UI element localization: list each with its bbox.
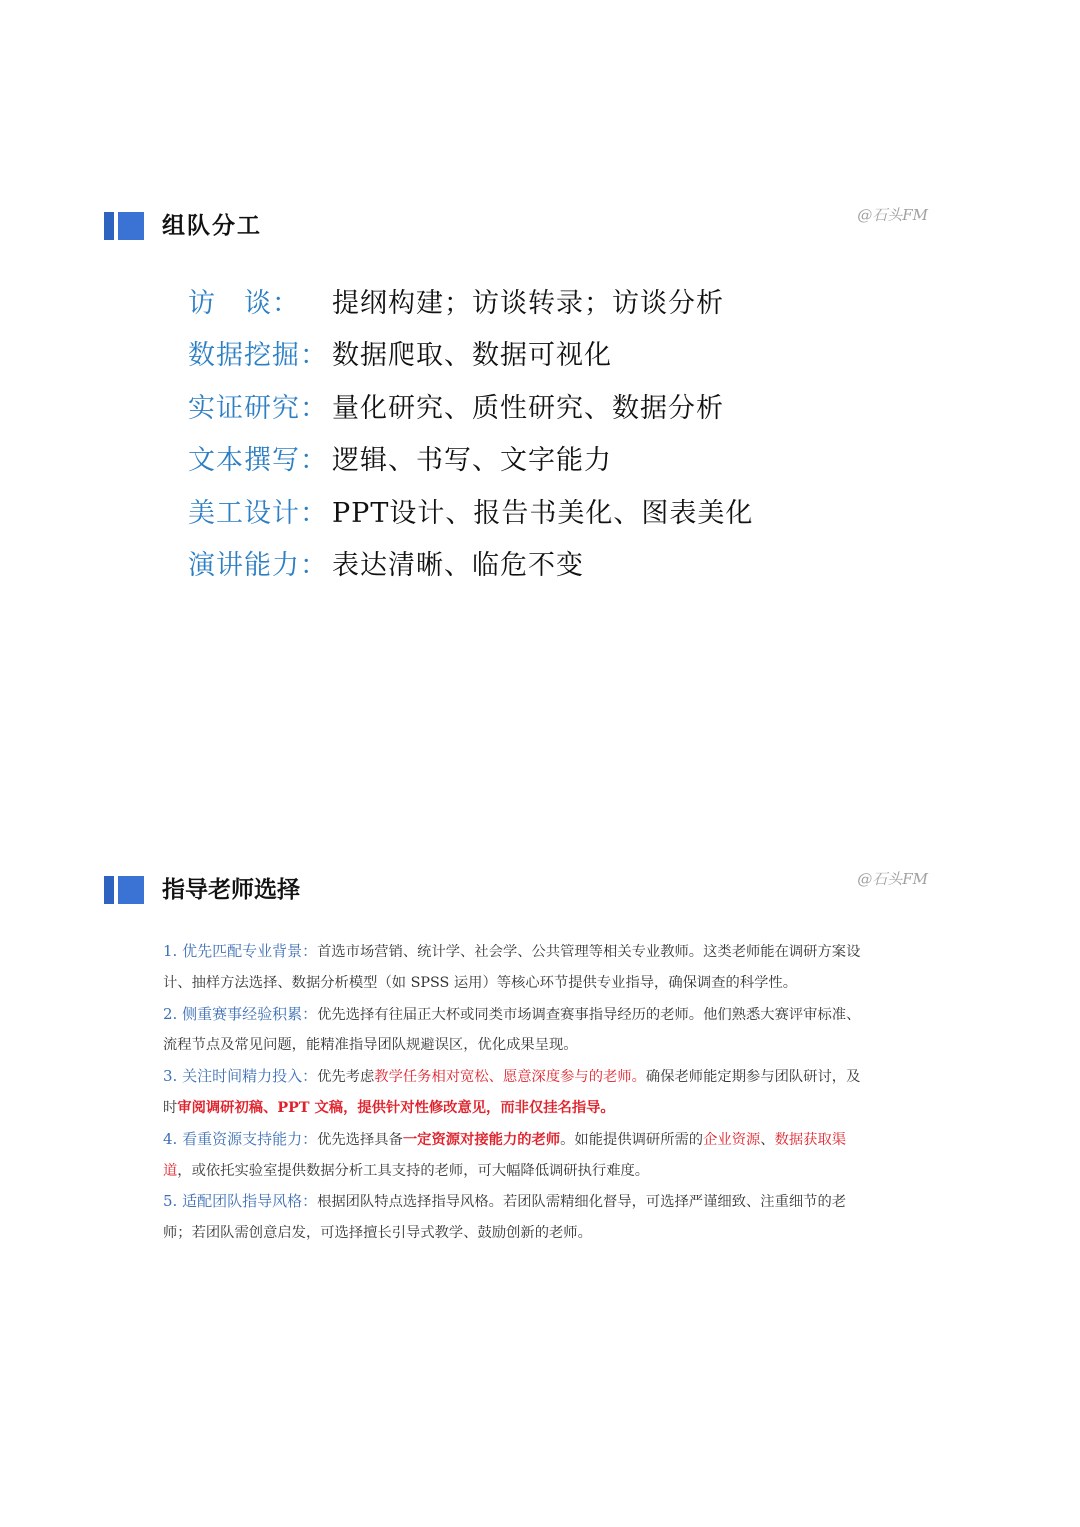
tip-text: 确保老师能定期参与团队研讨，及时 — [163, 1069, 861, 1116]
role-row — [188, 334, 888, 386]
tip-text: 优先选择具备 — [317, 1131, 403, 1148]
section-title: 组队分工 — [162, 213, 262, 239]
tip-highlight: 教学任务相对宽松、愿意深度参与的老师。 — [374, 1069, 646, 1086]
tip-label: 4. 看重资源支持能力： — [163, 1129, 318, 1148]
tip-text: 。如能提供调研所需的 — [560, 1131, 704, 1148]
tip-text: 根据团队特点选择指导风格。若团队需精细化督导，可选择严谨细致、注重细节的老师；若团队需创意启发，可选择擅长引导式教学、鼓励创新的老师。 — [163, 1194, 847, 1242]
section-marker-icon — [104, 876, 144, 904]
watermark: @石头FM — [857, 206, 928, 224]
tip-label: 3. 关注时间精力投入： — [163, 1067, 318, 1086]
role-label: 美工设计： — [188, 497, 328, 529]
role-desc: 表达清晰、临危不变 — [332, 549, 584, 581]
role-desc: 数据爬取、数据可视化 — [332, 340, 612, 372]
tip-text: 优先考虑 — [317, 1069, 375, 1086]
tip-highlight: 数据获取渠道 — [163, 1131, 847, 1179]
tip-item — [163, 1061, 863, 1124]
tip-text: 首选市场营销、统计学、社会学、公共管理等相关专业教师。这类老师能在调研方案设计、抽样方法选择、数据分析模型（如 SPSS 运用）等核心环节提供专业指导，确保调查的科学性。 — [163, 944, 861, 991]
tip-item — [163, 999, 863, 1062]
role-row — [188, 282, 888, 334]
role-row — [188, 544, 888, 596]
role-desc: 量化研究、质性研究、数据分析 — [332, 392, 724, 424]
role-row — [188, 387, 888, 439]
watermark: @石头FM — [857, 870, 928, 888]
role-row — [188, 492, 888, 544]
tip-highlight: 审阅调研初稿、PPT 文稿，提供针对性修改意见，而非仅挂名指导。 — [177, 1099, 615, 1116]
section-header-advisor — [104, 870, 934, 916]
tip-label: 5. 适配团队指导风格： — [163, 1192, 318, 1211]
section-title: 指导老师选择 — [162, 877, 300, 903]
tip-highlight: 一定资源对接能力的老师 — [402, 1131, 561, 1148]
role-row — [188, 439, 888, 491]
tip-label: 1. 优先匹配专业背景： — [163, 942, 318, 960]
section-header-team — [104, 206, 934, 252]
tip-highlight: 企业资源 — [703, 1131, 761, 1148]
role-desc: 逻辑、书写、文字能力 — [332, 445, 612, 477]
advisor-tips — [163, 936, 863, 1249]
role-label: 演讲能力： — [188, 549, 328, 581]
role-label: 数据挖掘： — [188, 340, 328, 372]
tip-item — [163, 1186, 863, 1249]
role-list — [188, 282, 888, 596]
tip-text: ，或依托实验室提供数据分析工具支持的老师，可大幅降低调研执行难度。 — [177, 1162, 650, 1179]
role-desc: PPT设计、报告书美化、图表美化 — [332, 497, 754, 529]
role-desc: 提纲构建；访谈转录；访谈分析 — [332, 288, 724, 319]
role-label: 实证研究： — [188, 392, 328, 424]
section-marker-icon — [104, 212, 144, 240]
tip-item — [163, 1124, 863, 1187]
role-label: 文本撰写： — [188, 445, 328, 477]
tip-text: 、 — [760, 1131, 775, 1148]
tip-label: 2. 侧重赛事经验积累： — [163, 1004, 318, 1023]
role-label: 访 谈： — [188, 288, 300, 319]
tip-text: 优先选择有往届正大杯或同类市场调查赛事指导经历的老师。他们熟悉大赛评审标准、流程节点及常见问题，能精准指导团队规避误区，优化成果呈现。 — [163, 1006, 861, 1054]
tip-item — [163, 936, 863, 999]
